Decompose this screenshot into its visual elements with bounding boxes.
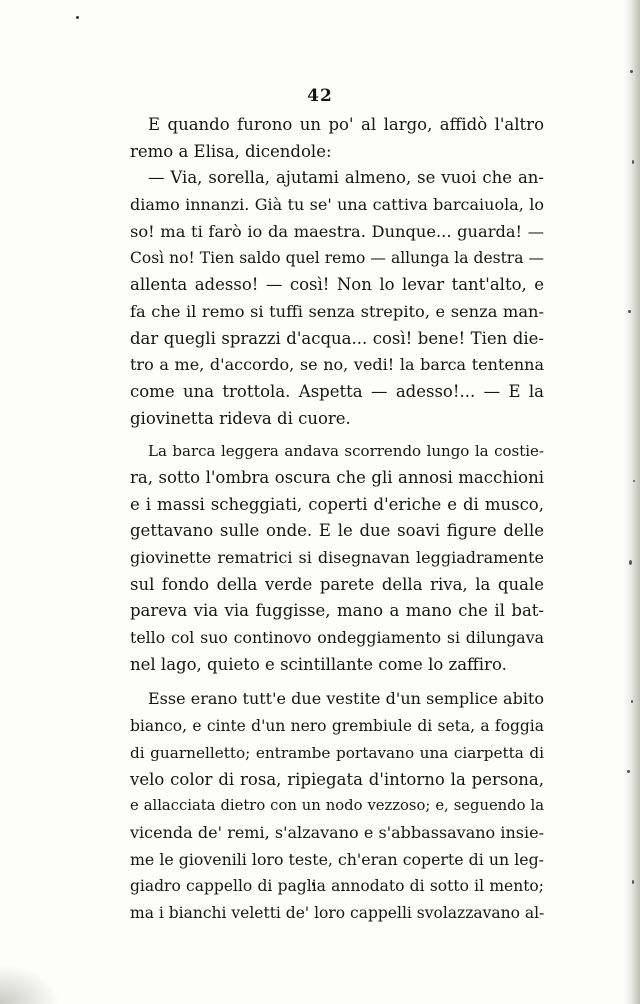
text-line: — Via, sorella, ajutami almeno, se vuoi che an- bbox=[148, 168, 544, 188]
edge-speck bbox=[627, 770, 630, 773]
text-line: come una trottola. Aspetta — adesso!... — E la bbox=[130, 381, 544, 401]
text-line: ra, sotto l'ombra oscura che gli annosi macchioni bbox=[130, 467, 544, 487]
text-line: vicenda de' remi, s'alzavano e s'abbassavano insie- bbox=[130, 822, 544, 842]
text-line: nel lago, quieto e scintillante come lo zaffiro. bbox=[130, 654, 507, 674]
text-line: giovinette rematrici si disegnavan leggiadramente bbox=[130, 548, 544, 567]
text-line: giadro cappello di paglia annodato di sotto il mento; bbox=[130, 877, 544, 896]
text-line: giovinetta rideva di cuore. bbox=[130, 408, 351, 428]
text-line: diamo innanzi. Già tu se' una cattiva barcaiuola, lo bbox=[130, 195, 544, 215]
paragraph bbox=[130, 438, 544, 678]
body-text bbox=[130, 112, 544, 927]
text-line: me le giovenili loro teste, ch'eran coperte di un leg- bbox=[130, 849, 544, 869]
page-smudge bbox=[0, 964, 60, 1004]
edge-speck bbox=[631, 700, 633, 703]
text-line: remo a Elisa, dicendole: bbox=[130, 141, 332, 161]
text-line: E quando furono un po' al largo, affidò l'altro bbox=[148, 115, 544, 134]
text-line: sul fondo della verde parete della riva, la quale bbox=[130, 574, 544, 594]
edge-speck bbox=[633, 480, 635, 482]
text-line: tro a me, d'accordo, se no, vedi! la barca tentenna bbox=[130, 355, 544, 375]
edge-speck bbox=[632, 160, 634, 164]
text-line: Esse erano tutt'e due vestite d'un semplice abito bbox=[148, 689, 544, 709]
text-line: La barca leggera andava scorrendo lungo la costie- bbox=[148, 442, 544, 461]
edge-speck bbox=[628, 310, 631, 313]
text-line: e i massi scheggiati, coperti d'eriche e di musco, bbox=[130, 494, 544, 514]
text-line: pareva via via fuggisse, mano a mano che il bat- bbox=[130, 601, 544, 621]
text-line: fa che il remo si tuffi senza strepito, e senza man- bbox=[130, 301, 544, 321]
text-line: dar quegli sprazzi d'acqua... così! bene! Tien die- bbox=[130, 328, 544, 348]
paragraph bbox=[130, 686, 544, 926]
edge-speck bbox=[629, 560, 632, 565]
edge-speck bbox=[632, 880, 634, 884]
paragraph bbox=[130, 112, 544, 432]
text-line: gettavano sulle onde. E le due soavi figure delle bbox=[130, 521, 544, 541]
text-line: ma i bianchi veletti de' loro cappelli svolazzavano al- bbox=[130, 903, 545, 922]
text-line: bianco, e cinte d'un nero grembiule di seta, a foggia bbox=[130, 717, 544, 736]
page-edge-shadow bbox=[622, 0, 640, 1004]
text-line: so! ma ti farò io da maestra. Dunque... guarda! — bbox=[130, 221, 544, 241]
page-number: 42 bbox=[307, 86, 333, 106]
text-line: di guarnelletto; entrambe portavano una ciarpetta di bbox=[130, 743, 544, 762]
text-line: allenta adesso! — così! Non lo levar tant'alto, e bbox=[130, 275, 544, 295]
text-line: Così no! Tien saldo quel remo — allunga la destra — bbox=[130, 249, 544, 268]
ink-speck bbox=[76, 16, 79, 19]
text-line: velo color di rosa, ripiegata d'intorno la persona, bbox=[130, 769, 544, 789]
edge-speck bbox=[630, 70, 633, 73]
text-line: e allacciata dietro con un nodo vezzoso; e, seguendo la bbox=[130, 797, 544, 815]
text-line: tello col suo continovo ondeggiamento si dilungava bbox=[130, 628, 544, 648]
